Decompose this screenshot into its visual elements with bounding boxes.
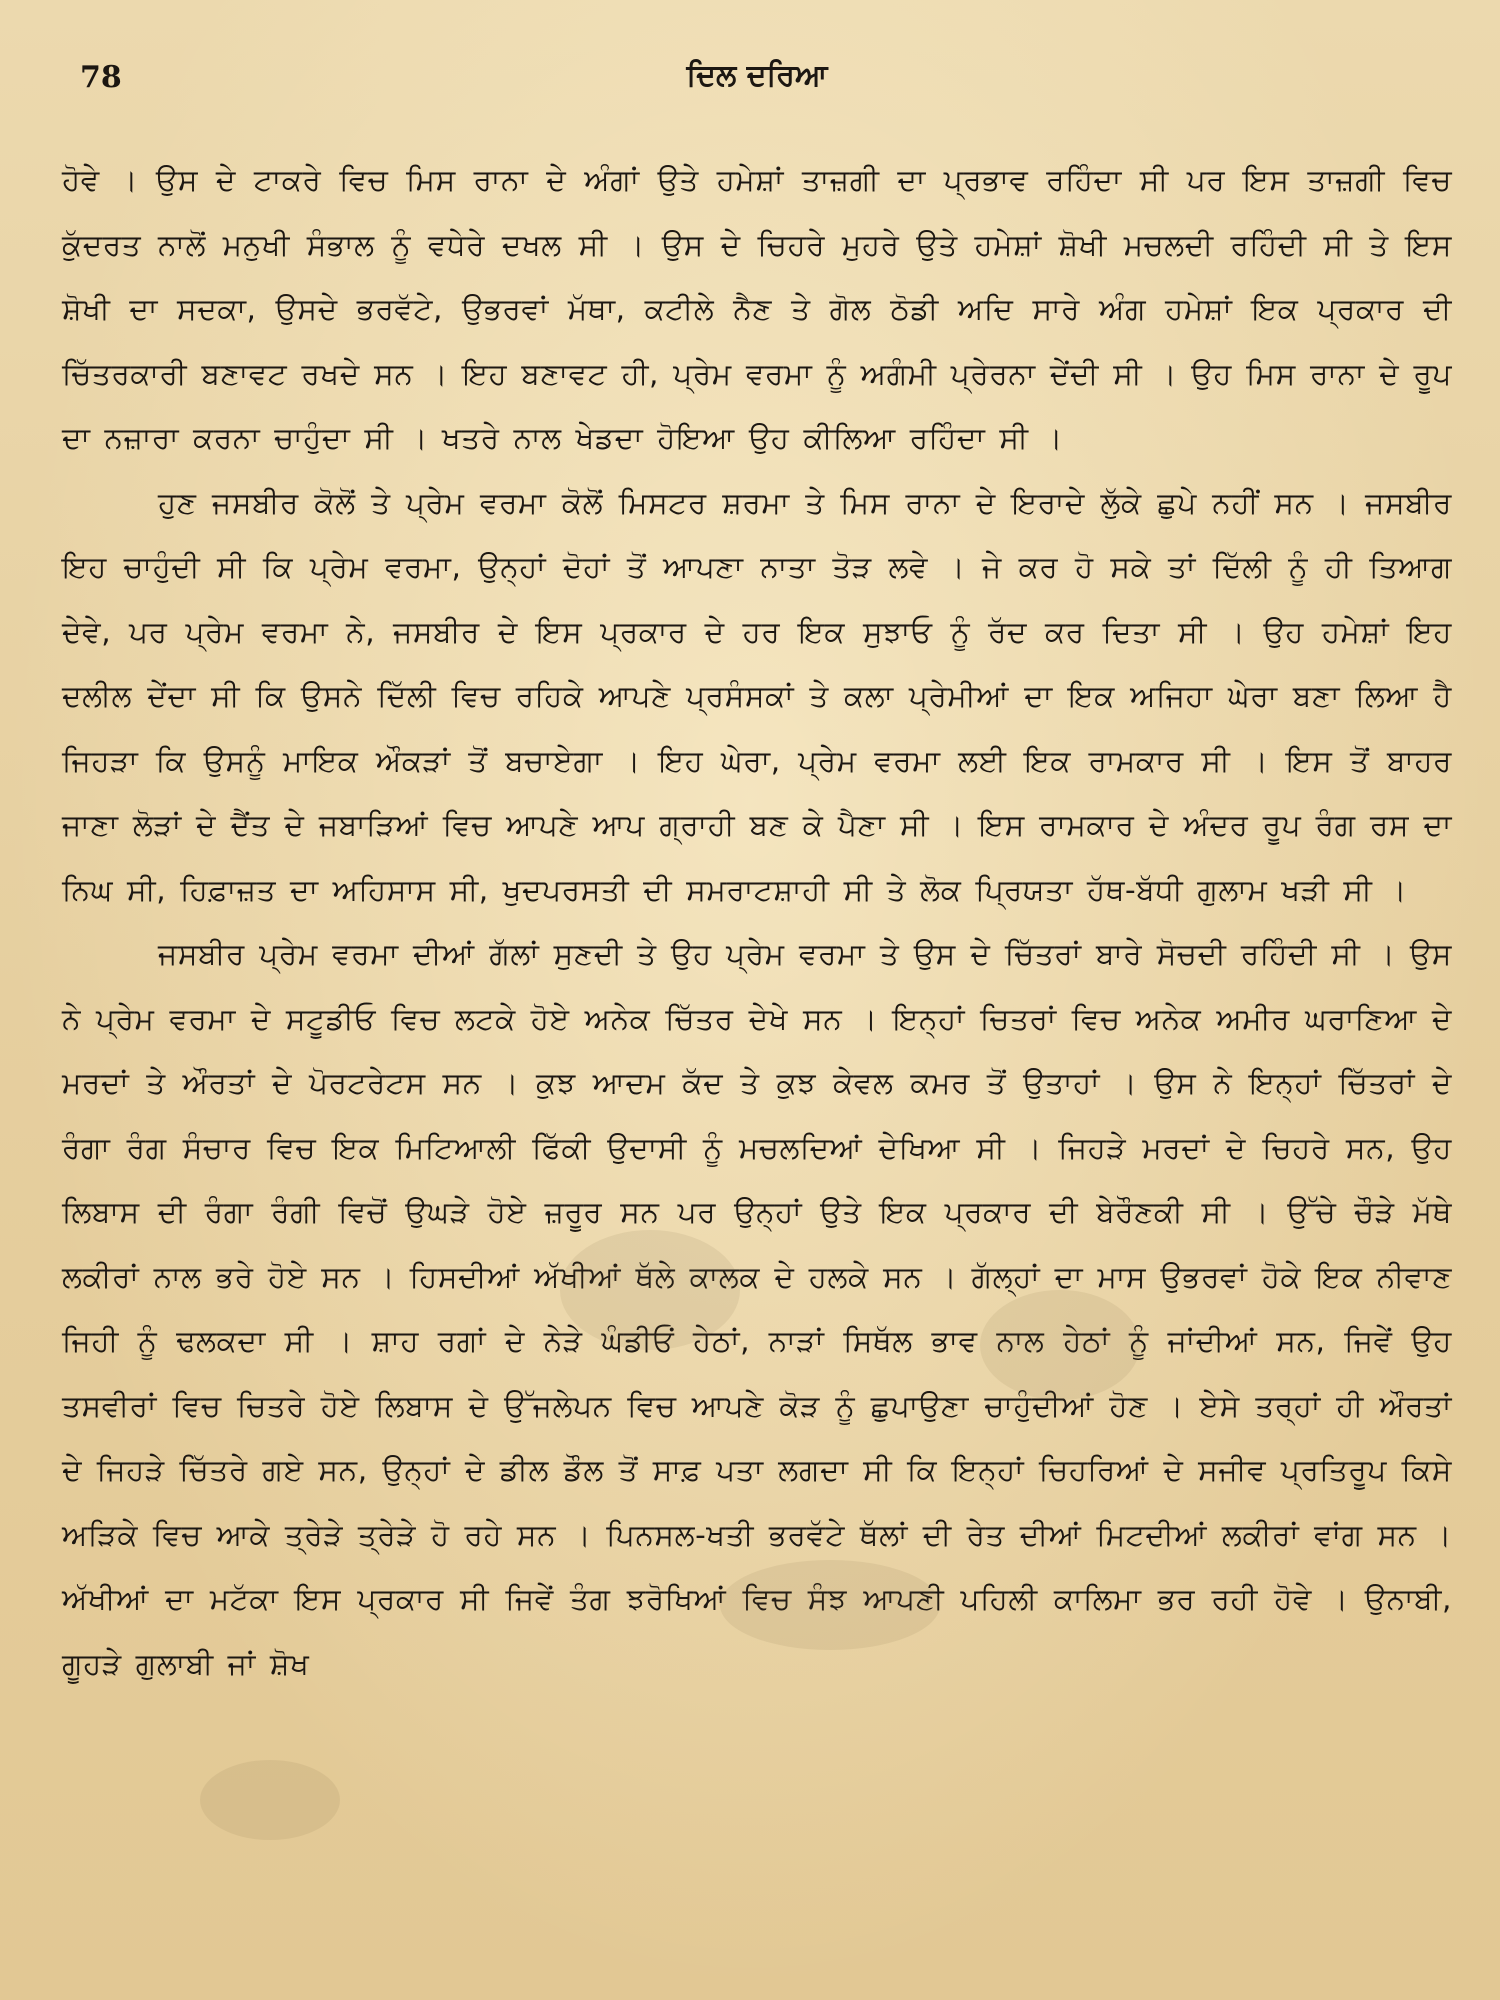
body-text <box>62 148 1452 1696</box>
paragraph: ਜਸਬੀਰ ਪ੍ਰੇਮ ਵਰਮਾ ਦੀਆਂ ਗੱਲਾਂ ਸੁਣਦੀ ਤੇ ਉਹ ਪ੍ਰੇਮ ਵਰਮਾ ਤੇ ਉਸ ਦੇ ਚਿੱਤਰਾਂ ਬਾਰੇ ਸੋਚਦੀ ਰਹਿੰਦੀ ਸੀ । ਉਸ ਨੇ ਪ੍ਰੇਮ ਵਰਮਾ ਦੇ ਸਟੂਡੀਓ ਵਿਚ ਲਟਕੇ ਹੋਏ ਅਨੇਕ ਚਿੱਤਰ ਦੇਖੇ ਸਨ । ਇਨ੍ਹਾਂ ਚਿਤਰਾਂ ਵਿਚ ਅਨੇਕ ਅਮੀਰ ਘਰਾਣਿਆ ਦੇ ਮਰਦਾਂ ਤੇ ਔਰਤਾਂ ਦੇ ਪੋਰਟਰੇਟਸ ਸਨ । ਕੁਝ ਆਦਮ ਕੱਦ ਤੇ ਕੁਝ ਕੇਵਲ ਕਮਰ ਤੋਂ ਉਤਾਹਾਂ । ਉਸ ਨੇ ਇਨ੍ਹਾਂ ਚਿੱਤਰਾਂ ਦੇ ਰੰਗਾ ਰੰਗ ਸੰਚਾਰ ਵਿਚ ਇਕ ਮਿਟਿਆਲੀ ਫਿੱਕੀ ਉਦਾਸੀ ਨੂੰ ਮਚਲਦਿਆਂ ਦੇਖਿਆ ਸੀ । ਜਿਹੜੇ ਮਰਦਾਂ ਦੇ ਚਿਹਰੇ ਸਨ, ਉਹ ਲਿਬਾਸ ਦੀ ਰੰਗਾ ਰੰਗੀ ਵਿਚੋਂ ਉਘੜੇ ਹੋਏ ਜ਼ਰੂਰ ਸਨ ਪਰ ਉਨ੍ਹਾਂ ਉਤੇ ਇਕ ਪ੍ਰਕਾਰ ਦੀ ਬੇਰੌਣਕੀ ਸੀ । ਉੱਚੇ ਚੌੜੇ ਮੱਥੇ ਲਕੀਰਾਂ ਨਾਲ ਭਰੇ ਹੋਏ ਸਨ । ਹਿਸਦੀਆਂ ਅੱਖੀਆਂ ਥੱਲੇ ਕਾਲਕ ਦੇ ਹਲਕੇ ਸਨ । ਗੱਲ੍ਹਾਂ ਦਾ ਮਾਸ ਉਭਰਵਾਂ ਹੋਕੇ ਇਕ ਨੀਵਾਣ ਜਿਹੀ ਨੂੰ ਢਲਕਦਾ ਸੀ । ਸ਼ਾਹ ਰਗਾਂ ਦੇ ਨੇੜੇ ਘੰਡੀਓਂ ਹੇਠਾਂ, ਨਾੜਾਂ ਸਿਥੱਲ ਭਾਵ ਨਾਲ ਹੇਠਾਂ ਨੂੰ ਜਾਂਦੀਆਂ ਸਨ, ਜਿਵੇਂ ਉਹ ਤਸਵੀਰਾਂ ਵਿਚ ਚਿਤਰੇ ਹੋਏ ਲਿਬਾਸ ਦੇ ਉੱਜਲੇਪਨ ਵਿਚ ਆਪਣੇ ਕੋੜ ਨੂੰ ਛੁਪਾਉਣਾ ਚਾਹੁੰਦੀਆਂ ਹੋਣ । ਏਸੇ ਤਰ੍ਹਾਂ ਹੀ ਔਰਤਾਂ ਦੇ ਜਿਹੜੇ ਚਿੱਤਰੇ ਗਏ ਸਨ, ਉਨ੍ਹਾਂ ਦੇ ਡੀਲ ਡੌਲ ਤੋਂ ਸਾਫ਼ ਪਤਾ ਲਗਦਾ ਸੀ ਕਿ ਇਨ੍ਹਾਂ ਚਿਹਰਿਆਂ ਦੇ ਸਜੀਵ ਪ੍ਰਤਿਰੂਪ ਕਿਸੇ ਅੜਿਕੇ ਵਿਚ ਆਕੇ ਤ੍ਰੇੜੇ ਤ੍ਰੇੜੇ ਹੋ ਰਹੇ ਸਨ । ਪਿਨਸਲ-ਖਤੀ ਭਰਵੱਟੇ ਥੱਲਾਂ ਦੀ ਰੇਤ ਦੀਆਂ ਮਿਟਦੀਆਂ ਲਕੀਰਾਂ ਵਾਂਗ ਸਨ । ਅੱਖੀਆਂ ਦਾ ਮਟੱਕਾ ਇਸ ਪ੍ਰਕਾਰ ਸੀ ਜਿਵੇਂ ਤੰਗ ਝਰੋਖਿਆਂ ਵਿਚ ਸੰਝ ਆਪਣੀ ਪਹਿਲੀ ਕਾਲਿਮਾ ਭਰ ਰਹੀ ਹੋਵੇ । ਉਨਾਬੀ, ਗੂਹੜੇ ਗੁਲਾਬੀ ਜਾਂ ਸ਼ੋਖ <box>62 937 1452 1681</box>
page-header <box>62 52 1452 112</box>
running-title: ਦਿਲ ਦਰਿਆ <box>686 58 828 93</box>
page-number: 78 <box>80 60 122 95</box>
paragraph: ਹੁਣ ਜਸਬੀਰ ਕੋਲੋਂ ਤੇ ਪ੍ਰੇਮ ਵਰਮਾ ਕੋਲੋਂ ਮਿਸਟਰ ਸ਼ਰਮਾ ਤੇ ਮਿਸ ਰਾਨਾ ਦੇ ਇਰਾਦੇ ਲੁੱਕੇ ਛੁਪੇ ਨਹੀਂ ਸਨ । ਜਸਬੀਰ ਇਹ ਚਾਹੁੰਦੀ ਸੀ ਕਿ ਪ੍ਰੇਮ ਵਰਮਾ, ਉਨ੍ਹਾਂ ਦੋਹਾਂ ਤੋਂ ਆਪਣਾ ਨਾਤਾ ਤੋੜ ਲਵੇ । ਜੇ ਕਰ ਹੋ ਸਕੇ ਤਾਂ ਦਿੱਲੀ ਨੂੰ ਹੀ ਤਿਆਗ ਦੇਵੇ, ਪਰ ਪ੍ਰੇਮ ਵਰਮਾ ਨੇ, ਜਸਬੀਰ ਦੇ ਇਸ ਪ੍ਰਕਾਰ ਦੇ ਹਰ ਇਕ ਸੁਝਾਓ ਨੂੰ ਰੱਦ ਕਰ ਦਿਤਾ ਸੀ । ਉਹ ਹਮੇਸ਼ਾਂ ਇਹ ਦਲੀਲ ਦੇਂਦਾ ਸੀ ਕਿ ਉਸਨੇ ਦਿੱਲੀ ਵਿਚ ਰਹਿਕੇ ਆਪਣੇ ਪ੍ਰਸੰਸਕਾਂ ਤੇ ਕਲਾ ਪ੍ਰੇਮੀਆਂ ਦਾ ਇਕ ਅਜਿਹਾ ਘੇਰਾ ਬਣਾ ਲਿਆ ਹੈ ਜਿਹੜਾ ਕਿ ਉਸਨੂੰ ਮਾਇਕ ਔਕੜਾਂ ਤੋਂ ਬਚਾਏਗਾ । ਇਹ ਘੇਰਾ, ਪ੍ਰੇਮ ਵਰਮਾ ਲਈ ਇਕ ਰਾਮਕਾਰ ਸੀ । ਇਸ ਤੋਂ ਬਾਹਰ ਜਾਣਾ ਲੋੜਾਂ ਦੇ ਦੈਂਤ ਦੇ ਜਬਾੜਿਆਂ ਵਿਚ ਆਪਣੇ ਆਪ ਗ੍ਰਾਹੀ ਬਣ ਕੇ ਪੈਣਾ ਸੀ । ਇਸ ਰਾਮਕਾਰ ਦੇ ਅੰਦਰ ਰੂਪ ਰੰਗ ਰਸ ਦਾ ਨਿਘ ਸੀ, ਹਿਫ਼ਾਜ਼ਤ ਦਾ ਅਹਿਸਾਸ ਸੀ, ਖੁਦਪਰਸਤੀ ਦੀ ਸਮਰਾਟਸ਼ਾਹੀ ਸੀ ਤੇ ਲੋਕ ਪ੍ਰਿਯਤਾ ਹੱਥ-ਬੱਧੀ ਗੁਲਾਮ ਖੜੀ ਸੀ । <box>62 485 1453 907</box>
paragraph: ਹੋਵੇ । ਉਸ ਦੇ ਟਾਕਰੇ ਵਿਚ ਮਿਸ ਰਾਨਾ ਦੇ ਅੰਗਾਂ ਉਤੇ ਹਮੇਸ਼ਾਂ ਤਾਜ਼ਗੀ ਦਾ ਪ੍ਰਭਾਵ ਰਹਿੰਦਾ ਸੀ ਪਰ ਇਸ ਤਾਜ਼ਗੀ ਵਿਚ ਕੁੱਦਰਤ ਨਾਲੋਂ ਮਨੁਖੀ ਸੰਭਾਲ ਨੂੰ ਵਧੇਰੇ ਦਖਲ ਸੀ । ਉਸ ਦੇ ਚਿਹਰੇ ਮੁਹਰੇ ਉਤੇ ਹਮੇਸ਼ਾਂ ਸ਼ੋਖੀ ਮਚਲਦੀ ਰਹਿੰਦੀ ਸੀ ਤੇ ਇਸ ਸ਼ੋਖੀ ਦਾ ਸਦਕਾ, ਉਸਦੇ ਭਰਵੱਟੇ, ਉਭਰਵਾਂ ਮੱਥਾ, ਕਟੀਲੇ ਨੈਣ ਤੇ ਗੋਲ ਠੋਡੀ ਅਦਿ ਸਾਰੇ ਅੰਗ ਹਮੇਸ਼ਾਂ ਇਕ ਪ੍ਰਕਾਰ ਦੀ ਚਿੱਤਰਕਾਰੀ ਬਣਾਵਟ ਰਖਦੇ ਸਨ । ਇਹ ਬਣਾਵਟ ਹੀ, ਪ੍ਰੇਮ ਵਰਮਾ ਨੂੰ ਅਗੰਮੀ ਪ੍ਰੇਰਨਾ ਦੇਂਦੀ ਸੀ । ਉਹ ਮਿਸ ਰਾਨਾ ਦੇ ਰੂਪ ਦਾ ਨਜ਼ਾਰਾ ਕਰਨਾ ਚਾਹੁੰਦਾ ਸੀ । ਖਤਰੇ ਨਾਲ ਖੇਡਦਾ ਹੋਇਆ ਉਹ ਕੀਲਿਆ ਰਹਿੰਦਾ ਸੀ । <box>62 163 1452 455</box>
paper-stain <box>200 1760 340 1840</box>
